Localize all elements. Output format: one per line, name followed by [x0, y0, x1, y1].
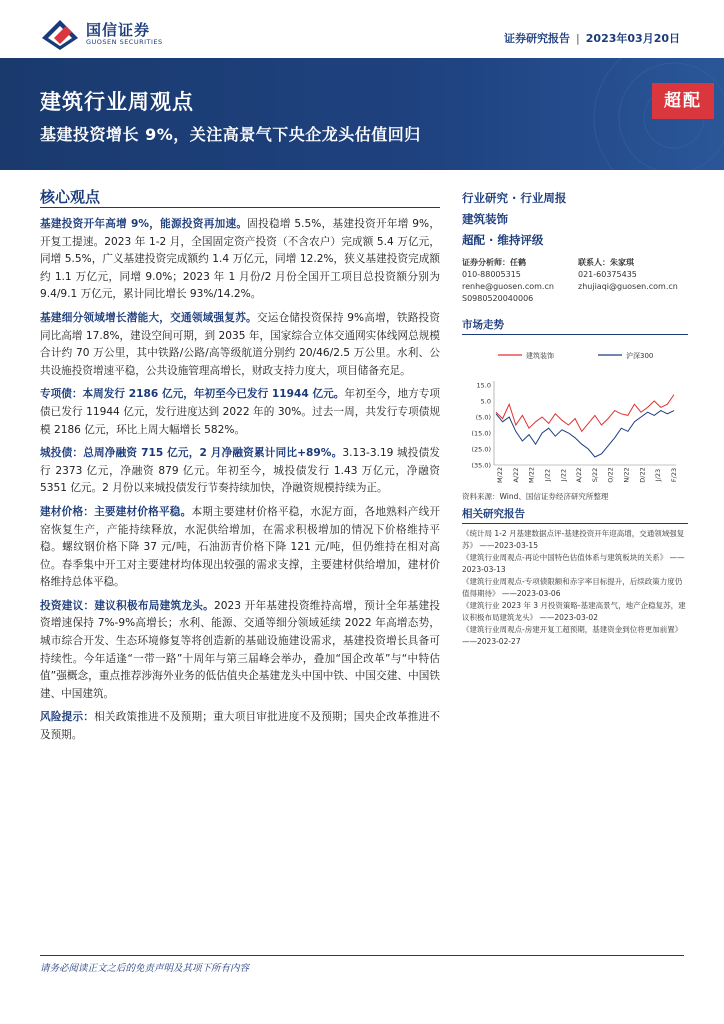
x-tick-label: F/23	[670, 467, 678, 483]
paragraph-lead: 基建投资开年高增 9%，能源投资再加速。	[40, 218, 248, 230]
y-tick-label: (15.0)	[471, 429, 491, 438]
analyst-name: 任鹤	[510, 258, 526, 267]
top-bar	[0, 0, 724, 58]
paragraph-special-bonds	[40, 386, 440, 439]
paragraph-lead: 专项债：本周发行 2186 亿元，年初至今已发行 11944 亿元。	[40, 388, 345, 401]
analyst-column	[462, 257, 554, 305]
legend-label: 建筑装饰	[526, 352, 554, 360]
paragraph-transport	[40, 310, 440, 380]
analyst-info	[462, 257, 688, 313]
report-subtitle: 基建投资增长 9%，关注高景气下央企龙头估值回归	[40, 125, 421, 144]
industry-name: 建筑装饰	[462, 212, 508, 226]
contact-email[interactable]: zhujiaqi@guosen.com.cn	[578, 282, 678, 291]
related-report-item[interactable]: 《建筑行业周观点-房建开复工超预期，基建资金到位将更加前置》 ——2023-02-27	[462, 625, 683, 646]
x-tick-label: O/22	[606, 467, 615, 483]
paragraph-risks	[40, 709, 440, 744]
paragraph-investment-advice	[40, 598, 440, 704]
logo-text-en: GUOSEN SECURITIES	[86, 38, 163, 46]
x-tick-label: M/22	[527, 466, 536, 484]
contact-label: 联系人：	[578, 258, 610, 267]
footer-disclaimer: 请务必阅读正文之后的免责声明及其项下所有内容	[40, 963, 250, 974]
x-tick-label: N/22	[622, 467, 631, 483]
paragraph-text: 交运仓储投资保持 9%高增，铁路投资同比高增 17.8%，建设空间可期，到 2035 年，国家综合立体交通网实体线网总规模合计约 70 万公里，其中铁路/公路/高等级航道分别约 20/46/2.5 万公里。水利、公共设施投资增速平稳，公共设施管理高增长，财政支持力度大，项目储备充足。	[40, 311, 440, 377]
related-report-item[interactable]: 《统计局 1-2 月基建数据点评-基建投资开年迎高增，交通领域强复苏》 ——2023-03-15	[462, 529, 685, 550]
x-tick-label: A/22	[575, 467, 584, 483]
paragraph-text: 本期主要建材价格平稳，水泥方面，各地熟料产线开窑恢复生产，产能持续释放，水泥供给增加，在需求积极增加的情况下价格维持平稳。螺纹钢价格下降 37 元/吨，石油沥青价格下降 121 元/吨，但仍维持在相对高位。春季集中开工对主要建材均体现出较强的需求支撑，主要建材供给增加，建材价格维持总体平稳。	[40, 505, 440, 589]
paragraph-text: 相关政策推进不及预期；重大项目审批进度不及预期；国央企改革推进不及预期。	[40, 711, 441, 742]
paragraph-lead: 建材价格：主要建材价格平稳。	[40, 505, 192, 518]
paragraph-text: 年初至今，地方专项债已发行 11944 亿元，发行进度达到 2022 年的 30%。过去一周，共发行专项债规模 2186 亿元，环比上周大幅增长 582%。	[40, 388, 440, 436]
logo-text-cn: 国信证券	[86, 21, 151, 39]
x-tick-label: D/22	[638, 467, 647, 483]
report-meta	[504, 30, 680, 46]
trend-heading: 市场走势	[462, 317, 688, 335]
report-title: 建筑行业周观点	[40, 90, 194, 114]
paragraph-lead: 风险提示：	[40, 711, 95, 724]
report-category: 行业研究 · 行业周报	[462, 191, 567, 205]
y-tick-label: 15.0	[476, 381, 491, 390]
paragraph-text: 固投稳增 5.5%，基建投资开年增 9%，开复工提速。2023 年 1-2 月，全国固定资产投资（不含农户）完成额 5.4 万亿元，同增 5.5%，广义基建投资完成额约 1.4 万亿元，同增 12.2%，狭义基建投资完成额约 1.1 万亿元，同增 9.0%；2023 年 1 月份/2 月份全国开工项目总投资额分别为 9.4/9.1 万亿元，累计同比增长 93%/14.2%。	[40, 218, 440, 301]
y-tick-label: (25.0)	[471, 445, 491, 454]
core-heading: 核心观点	[40, 186, 440, 208]
series-line	[496, 411, 674, 457]
sidebar	[462, 188, 688, 648]
paragraph-lead: 基建细分领域增长潜能大，交通领域强复苏。	[40, 311, 257, 324]
footer-divider	[40, 955, 684, 956]
x-tick-label: J/23	[654, 468, 663, 482]
chart-source: 资料来源：Wind、国信证券经济研究所整理	[462, 492, 609, 501]
report-type: 证券研究报告	[504, 32, 571, 45]
title-banner	[0, 58, 724, 170]
meta-separator: |	[576, 32, 580, 45]
contact-column	[578, 257, 678, 293]
report-date: 2023年03月20日	[585, 32, 680, 45]
analyst-phone: 010-88005315	[462, 270, 521, 279]
related-report-item[interactable]: 《建筑行业周观点-再论中国特色估值体系与建筑板块的关系》 ——2023-03-13	[462, 553, 685, 574]
x-tick-label: M/22	[496, 466, 504, 484]
trend-chart-svg	[462, 339, 688, 489]
rating-badge: 超配	[652, 83, 714, 119]
paragraph-urban-bonds	[40, 445, 440, 498]
guosen-logo-icon	[42, 16, 78, 50]
paragraph-infrastructure	[40, 216, 440, 304]
legend-label: 沪深300	[626, 352, 654, 360]
y-tick-label: (35.0)	[471, 461, 491, 470]
x-tick-label: J/22	[543, 468, 552, 482]
paragraph-text: 2023 开年基建投资维持高增，预计全年基建投资增速保持 7%-9%高增长；水利、能源、交通等细分领域延续 2022 年高增态势，城市综合开发、生态环境修复等将创造新的基础设施建设需求，基建投资增长具备可持续性。今年适逢“一带一路”十周年与第三届峰会举办，叠加“国企改革”与“中特估值”强概念，重点推荐涉海外业务的低估值央企基建龙头中国中铁、中国交建、中国铁建、中国建筑。	[40, 599, 441, 700]
x-tick-label: A/22	[511, 467, 520, 483]
paragraph-lead: 投资建议：建议积极布局建筑龙头。	[40, 599, 214, 612]
analyst-cert: S0980520040006	[462, 294, 534, 303]
rating-line: 超配 · 维持评级	[462, 233, 544, 247]
contact-line	[578, 257, 678, 269]
analyst-label: 证券分析师：	[462, 258, 510, 267]
related-heading: 相关研究报告	[462, 506, 688, 524]
related-report-item[interactable]: 《建筑行业 2023 年 3 月投资策略-基建高景气，地产企稳复苏，建议积极布局建筑龙头》 ——2023-03-02	[462, 601, 686, 622]
x-tick-label: J/22	[559, 468, 568, 482]
related-reports	[462, 528, 688, 647]
guosen-logo	[42, 16, 182, 50]
paragraph-text: 3.13-3.19 城投债发行 2373 亿元，净融资 879 亿元。年初至今，城投债发行 1.43 万亿元，净融资 5351 亿元。2 月份以来城投债发行节奏持续加快，净融资规模持续为正。	[40, 447, 440, 495]
y-tick-label: (5.0)	[475, 413, 491, 422]
market-trend-chart	[462, 339, 688, 489]
core-views	[40, 186, 440, 751]
y-tick-label: 5.0	[480, 397, 491, 406]
paragraph-lead: 城投债：总周净融资 715 亿元，2 月净融资累计同比+89%。	[40, 447, 343, 460]
contact-phone: 021-60375435	[578, 270, 637, 279]
paragraph-material-prices	[40, 504, 440, 592]
analyst-line	[462, 257, 554, 269]
x-tick-label: S/22	[590, 467, 599, 483]
contact-name: 朱家琪	[610, 258, 634, 267]
analyst-email[interactable]: renhe@guosen.com.cn	[462, 282, 554, 291]
related-report-item[interactable]: 《建筑行业周观点-专项债限额和赤字率目标提升，后续政策力度仍值得期待》 ——2023-03-06	[462, 577, 683, 598]
